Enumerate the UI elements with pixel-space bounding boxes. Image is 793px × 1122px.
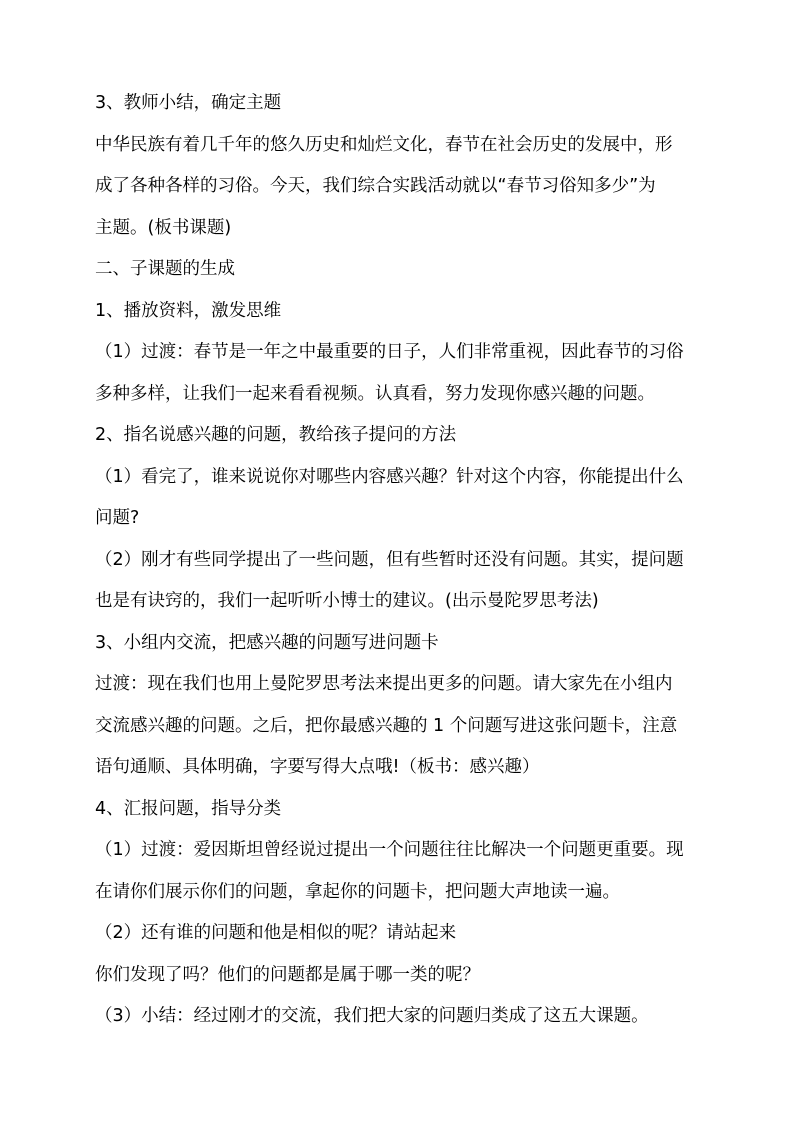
section-heading-subtopic: 二、子课题的生成 xyxy=(95,259,235,279)
paragraph-line: 成了各种各样的习俗。今天，我们综合实践活动就以“春节习俗知多少”为 xyxy=(95,176,656,196)
paragraph-line: 语句通顺、具体明确，字要写得大点哦!（板书：感兴趣） xyxy=(95,757,540,777)
heading-play-materials: 1、播放资料，激发思维 xyxy=(95,300,282,321)
heading-questions-method: 2、指名说感兴趣的问题，教给孩子提问的方法 xyxy=(95,425,457,445)
paragraph-line: 中华民族有着几千年的悠久历史和灿烂文化，春节在社会历史的发展中，形 xyxy=(95,134,673,155)
paragraph-line: （3）小结：经过刚才的交流，我们把大家的问题归类成了这五大课题。 xyxy=(95,1006,649,1026)
paragraph-line: （1）过渡：春节是一年之中最重要的日子，人们非常重视，因此春节的习俗 xyxy=(95,342,684,362)
paragraph-line: 你们发现了吗？他们的问题都是属于哪一类的呢？ xyxy=(95,964,480,985)
document-body xyxy=(95,83,720,1038)
paragraph-line: 交流感兴趣的问题。之后，把你最感兴趣的 1 个问题写进这张问题卡，注意 xyxy=(95,715,678,736)
paragraph-line: （2）刚才有些同学提出了一些问题，但有些暂时还没有问题。其实，提问题 xyxy=(95,549,684,570)
paragraph-line: （1）过渡：爱因斯坦曾经说过提出一个问题往往比解决一个问题更重要。现 xyxy=(95,840,684,860)
heading-group-exchange: 3、小组内交流，把感兴趣的问题写进问题卡 xyxy=(95,632,439,653)
paragraph-line: 多种多样，让我们一起来看看视频。认真看，努力发现你感兴趣的问题。 xyxy=(95,383,655,404)
paragraph-line: 在请你们展示你们的问题，拿起你的问题卡，把问题大声地读一遍。 xyxy=(95,881,620,902)
heading-teacher-summary: 3、教师小结，确定主题 xyxy=(95,93,282,113)
paragraph-line: （2）还有谁的问题和他是相似的呢？请站起来 xyxy=(95,923,457,943)
paragraph-line: （1）看完了，谁来说说你对哪些内容感兴趣？针对这个内容，你能提出什么 xyxy=(95,466,684,487)
paragraph-line: 过渡：现在我们也用上曼陀罗思考法来提出更多的问题。请大家先在小组内 xyxy=(95,674,673,694)
paragraph-line: 主题。(板书课题) xyxy=(95,217,232,238)
paragraph-line: 问题? xyxy=(95,508,140,528)
heading-report-classify: 4、汇报问题，指导分类 xyxy=(95,798,282,819)
paragraph-line: 也是有诀窍的，我们一起听听小博士的建议。(出示曼陀罗思考法) xyxy=(95,591,599,611)
